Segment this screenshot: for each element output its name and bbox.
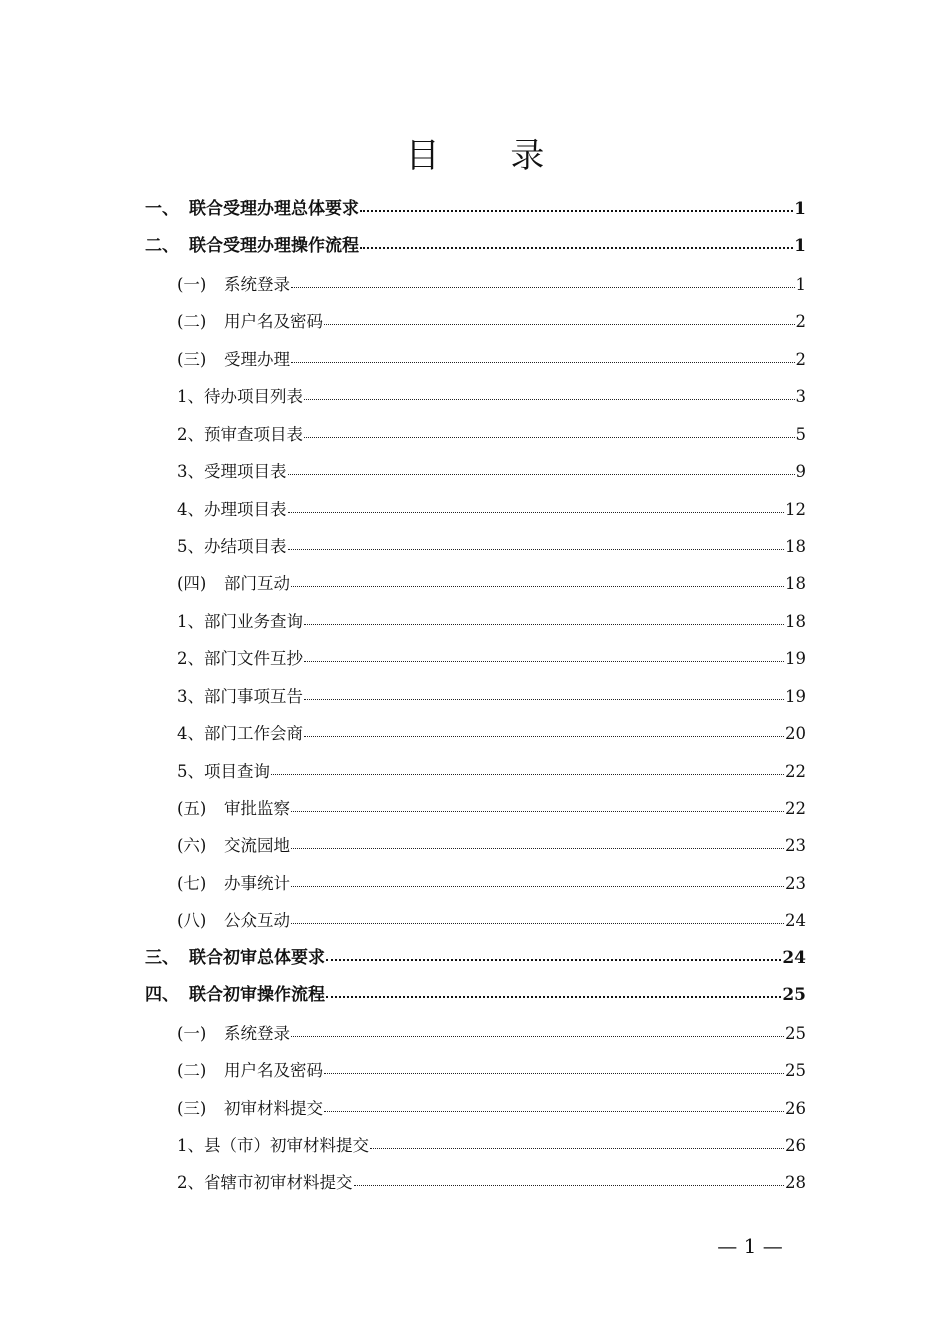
toc-entry-page: 19 <box>785 649 806 669</box>
toc-entry-number: 4、 <box>177 724 204 744</box>
dot-leader <box>291 273 795 290</box>
toc-list <box>145 191 806 1202</box>
toc-entry-page: 26 <box>785 1135 806 1155</box>
dot-leader <box>324 1060 784 1077</box>
dot-leader <box>304 386 795 403</box>
dot-leader <box>370 1134 784 1151</box>
toc-entry[interactable] <box>145 715 806 752</box>
toc-entry-number: (八) <box>177 911 207 931</box>
toc-entry-label: 部门事项互告 <box>204 686 303 706</box>
toc-entry-number: (一) <box>177 274 207 294</box>
toc-entry-page: 5 <box>795 424 806 444</box>
toc-entry-label: 部门文件互抄 <box>204 649 303 669</box>
toc-entry-page: 18 <box>785 574 806 594</box>
toc-entry[interactable] <box>145 1015 806 1052</box>
toc-entry-number: 2、 <box>177 649 204 669</box>
dot-leader <box>288 498 785 515</box>
toc-entry-number: 2、 <box>177 424 204 444</box>
toc-entry-number: 四、 <box>145 985 179 1006</box>
toc-entry-number: 5、 <box>177 536 204 556</box>
toc-entry[interactable] <box>145 378 806 415</box>
toc-entry-label: 用户名及密码 <box>224 312 323 332</box>
toc-entry-number: 三、 <box>145 947 179 968</box>
toc-entry-label: 联合初审总体要求 <box>189 947 325 968</box>
toc-entry-page: 23 <box>785 873 806 893</box>
toc-entry[interactable] <box>145 341 806 378</box>
toc-entry-page: 25 <box>785 1061 806 1081</box>
toc-entry-label: 公众互动 <box>224 911 290 931</box>
toc-entry-label: 初审材料提交 <box>224 1098 323 1118</box>
toc-entry-page: 9 <box>795 462 806 482</box>
toc-entry-number: (三) <box>177 349 207 369</box>
toc-entry-label: 联合受理办理总体要求 <box>189 199 359 219</box>
toc-entry-number: 1、 <box>177 611 204 631</box>
toc-entry[interactable] <box>145 528 806 565</box>
dot-leader <box>304 723 784 740</box>
toc-entry-page: 3 <box>795 387 806 407</box>
toc-entry-label: 办结项目表 <box>204 536 287 556</box>
toc-entry-label: 办理项目表 <box>204 499 287 519</box>
toc-entry[interactable] <box>145 1052 806 1089</box>
toc-entry-label: 项目查询 <box>204 761 270 781</box>
toc-entry-label: 部门互动 <box>224 574 290 594</box>
toc-entry[interactable] <box>145 1164 806 1201</box>
toc-entry-page: 12 <box>785 499 806 519</box>
dot-leader <box>304 648 784 665</box>
toc-entry-number: 二、 <box>145 236 179 257</box>
toc-entry-number: (二) <box>177 312 207 332</box>
toc-entry-number: 5、 <box>177 761 204 781</box>
dot-leader <box>291 348 795 365</box>
toc-entry-number: (二) <box>177 1061 207 1081</box>
toc-entry-page: 1 <box>794 199 806 219</box>
toc-entry-number: 3、 <box>177 462 204 482</box>
toc-entry-page: 23 <box>785 836 806 856</box>
toc-entry-page: 24 <box>785 911 806 931</box>
toc-entry[interactable] <box>145 228 806 265</box>
toc-entry-label: 县（市）初审材料提交 <box>204 1135 369 1155</box>
toc-entry-number: 3、 <box>177 686 204 706</box>
toc-entry[interactable] <box>145 753 806 790</box>
toc-entry-label: 受理项目表 <box>204 462 287 482</box>
toc-entry[interactable] <box>145 491 806 528</box>
dot-leader <box>291 798 784 815</box>
toc-entry-page: 20 <box>785 724 806 744</box>
toc-entry[interactable] <box>145 940 806 977</box>
toc-entry[interactable] <box>145 827 806 864</box>
toc-entry-label: 系统登录 <box>224 1023 290 1043</box>
toc-entry-page: 25 <box>782 985 806 1006</box>
toc-entry-number: 4、 <box>177 499 204 519</box>
toc-entry-number: 2、 <box>177 1173 204 1193</box>
toc-entry[interactable] <box>145 640 806 677</box>
toc-entry[interactable] <box>145 678 806 715</box>
toc-entry[interactable] <box>145 453 806 490</box>
toc-entry-number: 1、 <box>177 1135 204 1155</box>
toc-entry-page: 2 <box>795 312 806 332</box>
toc-entry[interactable] <box>145 977 806 1014</box>
toc-entry-page: 19 <box>785 686 806 706</box>
toc-entry[interactable] <box>145 902 806 939</box>
dot-leader <box>360 234 793 251</box>
toc-entry-label: 用户名及密码 <box>224 1061 323 1081</box>
toc-entry-label: 部门工作会商 <box>204 724 303 744</box>
toc-entry-label: 交流园地 <box>224 836 290 856</box>
toc-entry-label: 省辖市初审材料提交 <box>204 1173 353 1193</box>
dot-leader <box>288 461 795 478</box>
toc-entry-page: 18 <box>785 536 806 556</box>
toc-entry[interactable] <box>145 266 806 303</box>
dot-leader <box>324 1097 784 1114</box>
toc-entry-number: (一) <box>177 1023 207 1043</box>
toc-entry-page: 22 <box>785 799 806 818</box>
toc-entry[interactable] <box>145 790 806 827</box>
dot-leader <box>304 423 795 440</box>
toc-entry-label: 办事统计 <box>224 873 290 893</box>
toc-entry[interactable] <box>145 565 806 602</box>
toc-entry-page: 22 <box>785 761 806 781</box>
dot-leader <box>291 573 784 590</box>
toc-entry-page: 1 <box>795 274 806 294</box>
dot-leader <box>304 685 784 702</box>
toc-entry[interactable] <box>145 303 806 340</box>
dot-leader <box>360 197 793 214</box>
toc-entry-label: 受理办理 <box>224 349 290 369</box>
toc-entry-number: 一、 <box>145 199 179 219</box>
toc-entry-number: (三) <box>177 1098 207 1118</box>
dot-leader <box>288 535 785 552</box>
toc-entry-number: (五) <box>177 799 207 818</box>
toc-entry-label: 待办项目列表 <box>204 387 303 407</box>
toc-entry[interactable] <box>145 865 806 902</box>
toc-entry-page: 28 <box>785 1173 806 1193</box>
toc-entry-page: 18 <box>785 611 806 631</box>
dot-leader <box>304 610 784 627</box>
toc-entry[interactable] <box>145 1090 806 1127</box>
toc-entry-page: 24 <box>782 947 806 968</box>
dot-leader <box>326 946 781 963</box>
toc-entry-label: 联合受理办理操作流程 <box>189 236 359 257</box>
toc-entry-number: 1、 <box>177 387 204 407</box>
toc-entry-label: 联合初审操作流程 <box>189 985 325 1006</box>
dot-leader <box>271 760 784 777</box>
dot-leader <box>291 835 784 852</box>
toc-entry-page: 1 <box>794 236 806 257</box>
dot-leader <box>291 1022 784 1039</box>
toc-entry-label: 系统登录 <box>224 274 290 294</box>
toc-entry-number: (四) <box>177 574 207 594</box>
toc-entry[interactable] <box>145 603 806 640</box>
page-number: — 1 — <box>717 1234 783 1258</box>
toc-entry[interactable] <box>145 416 806 453</box>
toc-entry-number: (七) <box>177 873 207 893</box>
toc-entry-label: 审批监察 <box>224 799 290 818</box>
dot-leader <box>291 872 784 889</box>
dot-leader <box>354 1172 785 1189</box>
toc-entry[interactable] <box>145 191 806 228</box>
toc-entry-number: (六) <box>177 836 207 856</box>
dot-leader <box>291 910 784 927</box>
toc-entry[interactable] <box>145 1127 806 1164</box>
dot-leader <box>324 311 795 328</box>
toc-entry-page: 25 <box>785 1023 806 1043</box>
toc-title: 目 录 <box>405 136 575 176</box>
toc-entry-page: 26 <box>785 1098 806 1118</box>
dot-leader <box>326 983 781 1000</box>
toc-entry-label: 预审查项目表 <box>204 424 303 444</box>
toc-entry-label: 部门业务查询 <box>204 611 303 631</box>
toc-entry-page: 2 <box>795 349 806 369</box>
